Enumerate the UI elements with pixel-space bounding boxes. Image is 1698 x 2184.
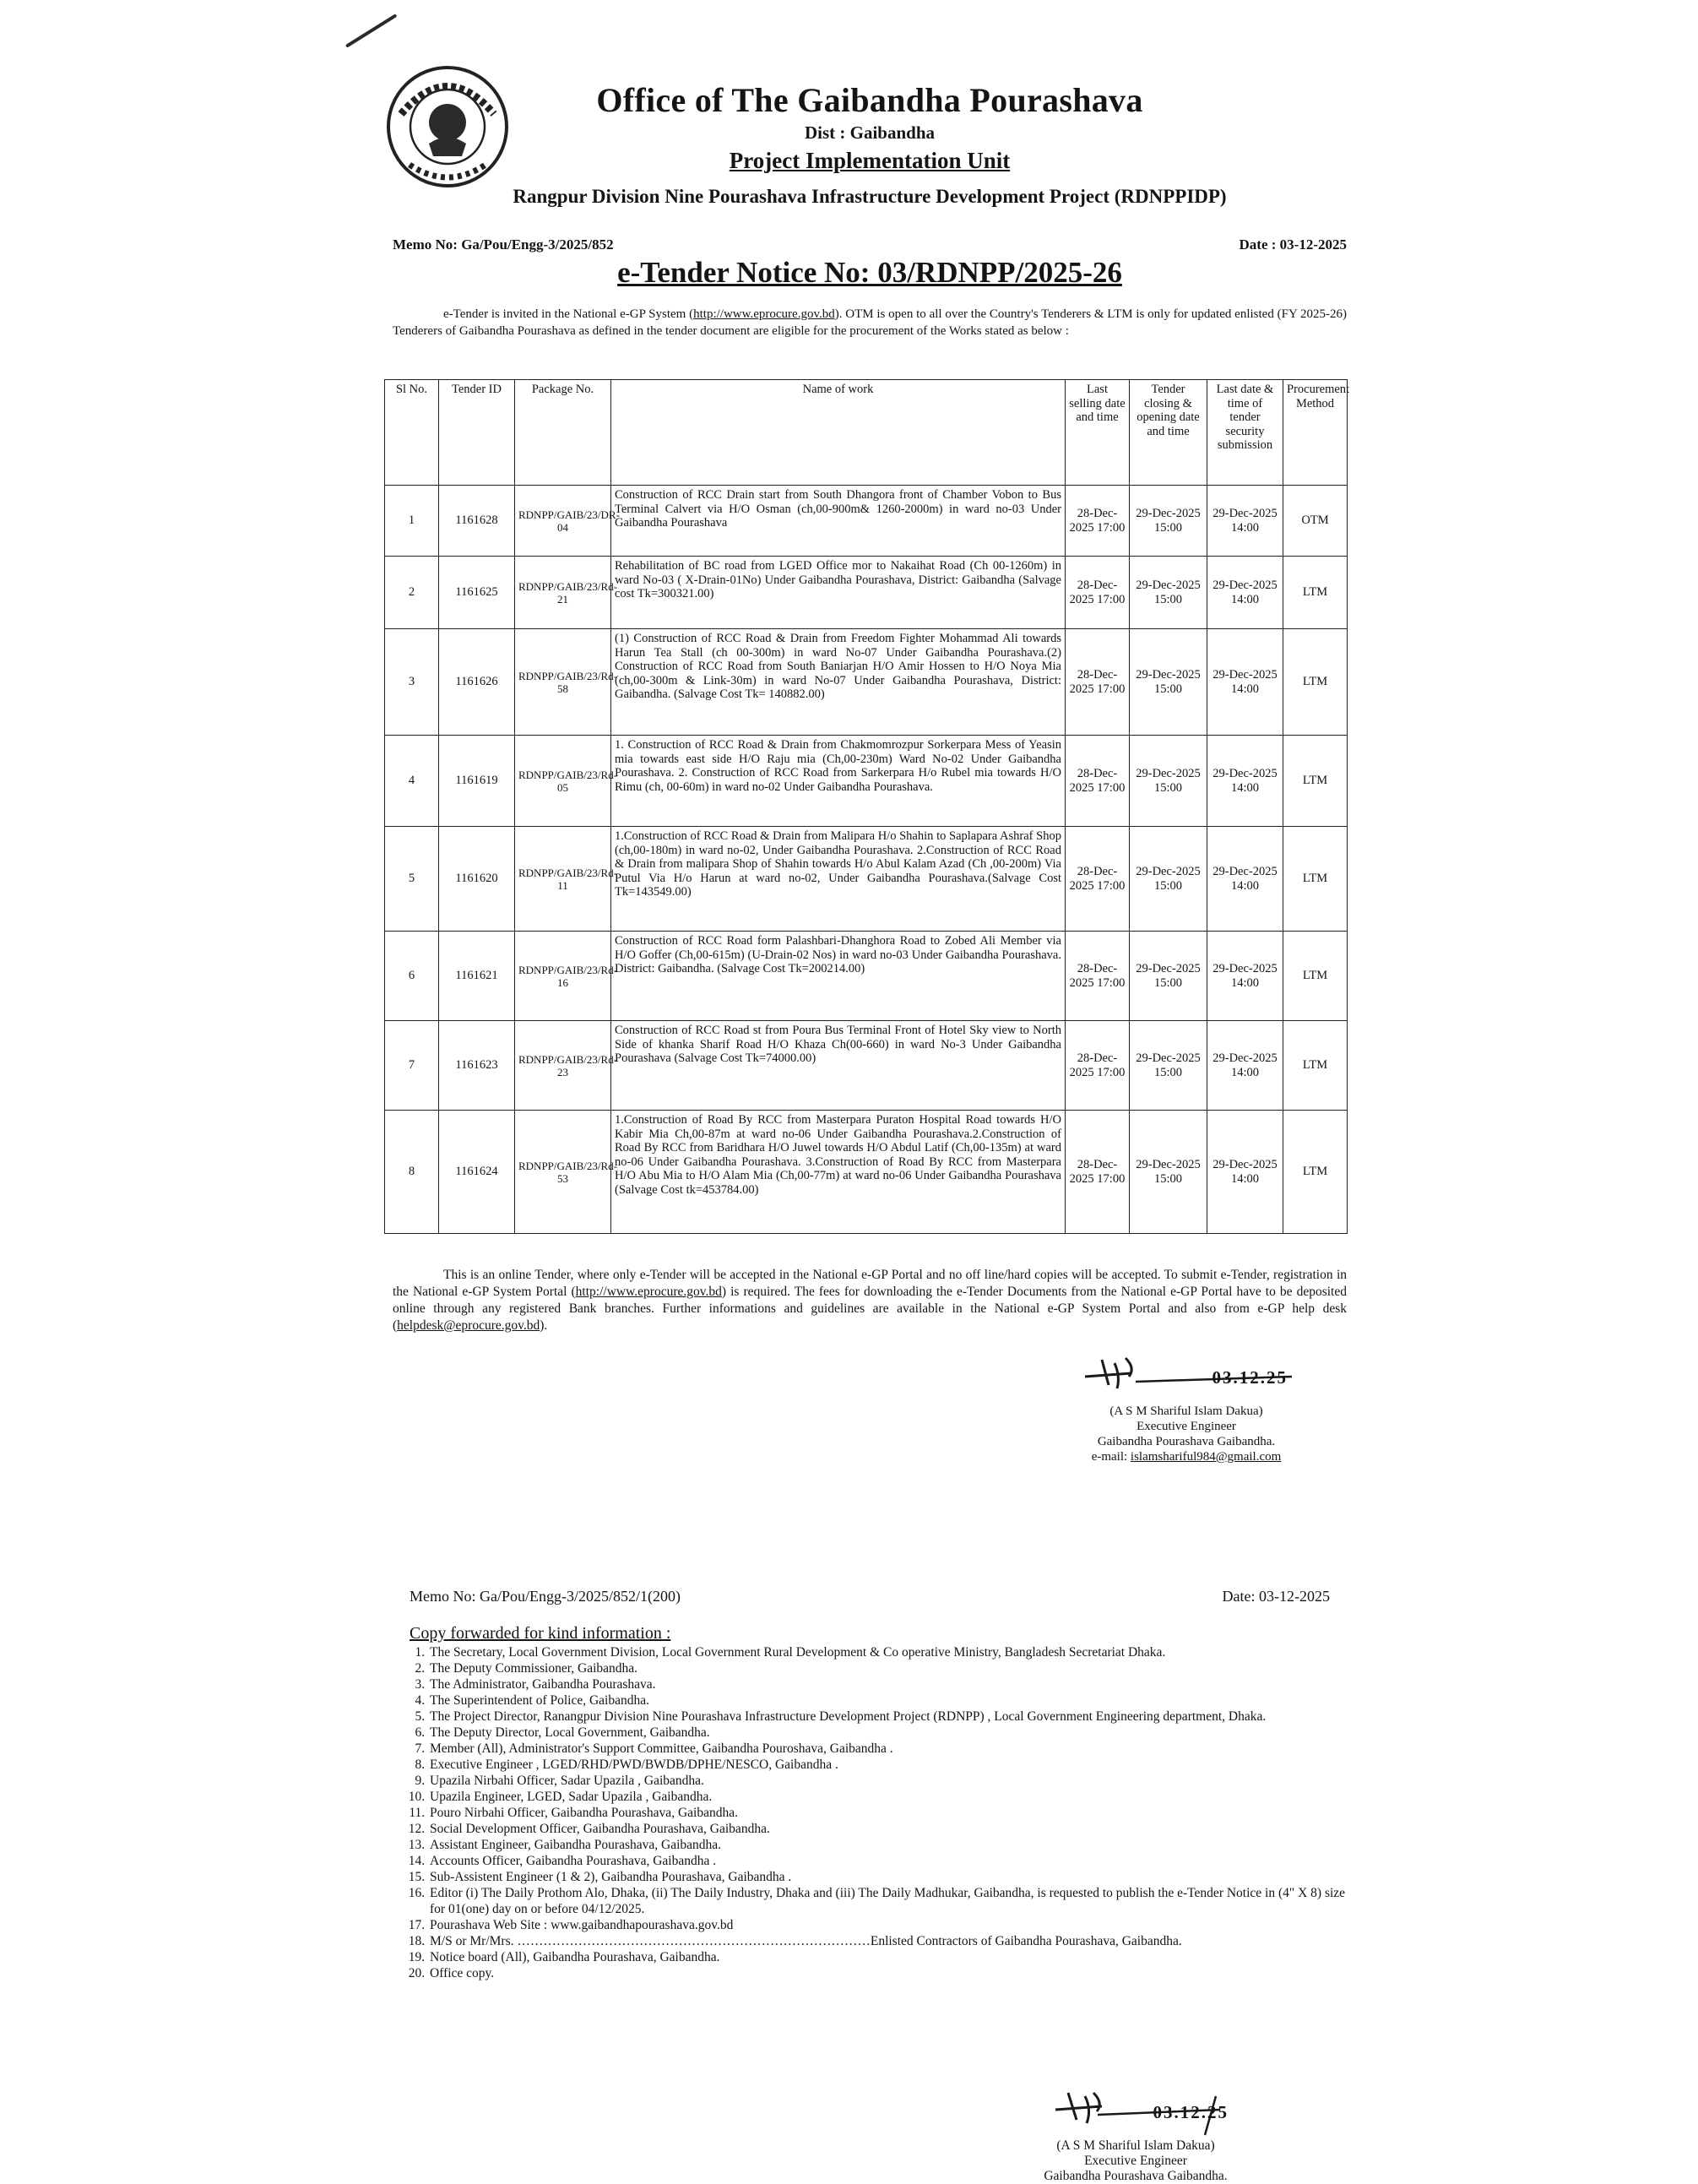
tender-notice-page (384, 30, 1355, 2183)
cell-method: LTM (1283, 1111, 1348, 1234)
copy-recipient-item: 2. The Deputy Commissioner, Gaibandha. (428, 1660, 1348, 1676)
cell-method: LTM (1283, 827, 1348, 932)
copy-recipient-item: 17. Pourashava Web Site : www.gaibandhapourashava.gov.bd (428, 1917, 1348, 1933)
cell-last-selling: 28-Dec-2025 17:00 (1066, 736, 1130, 827)
office-title: Office of The Gaibandha Pourashava (596, 81, 1143, 119)
cell-package: RDNPP/GAIB/23/Rd-58 (515, 629, 611, 736)
cell-last-selling: 28-Dec-2025 17:00 (1066, 1111, 1130, 1234)
cell-sl: 6 (385, 932, 439, 1021)
memo2-number: Memo No: Ga/Pou/Engg-3/2025/852/1(200) (410, 1588, 681, 1605)
cell-package: RDNPP/GAIB/23/Rd-11 (515, 827, 611, 932)
copy-recipient-item: 3. The Administrator, Gaibandha Pourashava. (428, 1676, 1348, 1692)
col-method: Procurement Method (1283, 380, 1348, 486)
cell-method: LTM (1283, 736, 1348, 827)
email-label: e-mail: (1091, 1450, 1131, 1464)
cell-tender-id: 1161626 (439, 629, 515, 736)
cell-security: 29-Dec-2025 14:00 (1207, 736, 1283, 827)
eprocure-link-2[interactable]: http://www.eprocure.gov.bd (575, 1285, 722, 1299)
pen-stroke-mark (345, 14, 397, 47)
table-row (385, 557, 1348, 629)
cell-name-of-work: Construction of RCC Drain start from South Dhangora front of Chamber Vobon to Bus Terminal Calvert via H/O Osman (ch,00-900m& 1260-2000m) in ward no-03 Under Gaibandha Pourashava (611, 486, 1066, 557)
cell-sl: 7 (385, 1021, 439, 1111)
cell-closing: 29-Dec-2025 15:00 (1130, 932, 1207, 1021)
table-row (385, 827, 1348, 932)
intro-text-1: e-Tender is invited in the National e-GP System ( (443, 307, 694, 321)
cell-package: RDNPP/GAIB/23/Rd-05 (515, 736, 611, 827)
cell-last-selling: 28-Dec-2025 17:00 (1066, 557, 1130, 629)
signature-block-2 (1009, 2086, 1262, 2184)
cell-closing: 29-Dec-2025 15:00 (1130, 629, 1207, 736)
signature-date-2: 03.12.25 (1153, 2102, 1229, 2122)
copy-recipient-item: 18. M/S or Mr/Mrs. ………………………………………………………………………Enlisted Contractors of Gaibandha Pourashava, Gaibandha. (428, 1933, 1348, 1949)
table-row (385, 736, 1348, 827)
eprocure-link[interactable]: http://www.eprocure.gov.bd (693, 307, 835, 321)
cell-security: 29-Dec-2025 14:00 (1207, 932, 1283, 1021)
col-security: Last date & time of tender security submission (1207, 380, 1283, 486)
cell-sl: 3 (385, 629, 439, 736)
memo-date: Date : 03-12-2025 (1239, 236, 1347, 253)
intro-text-2: ). OTM is open to all over the Country's Tenderers & LTM is only for updated enlisted (FY 2025-26) Tenderers of Gaibandha Pourashava as defined in the tender document are eligible for the procurement of the Works stated as below : (393, 307, 1347, 338)
col-closing: Tender closing & opening date and time (1130, 380, 1207, 486)
cell-name-of-work: 1.Construction of RCC Road & Drain from Malipara H/o Shahin to Saplapara Ashraf Shop (ch,00-180m) in ward no-02, Under Gaibandha Pourashava. 2.Construction of RCC Road & Drain from malipara Shop of Shahin towards H/o Abul Kalam Azad (Ch ,00-200m) Via Putul Via H/o Harun at ward no-02, Under Gaibandha Pourashava.(Salvage Cost Tk=143549.00) (611, 827, 1066, 932)
cell-method: LTM (1283, 629, 1348, 736)
online-tender-paragraph (393, 1267, 1347, 1334)
online-text-2: ) is required. The fees for downloading the e-Tender Documents from the National e-GP Portal have to be deposited online through any registered Bank branches. Further informations and guidelines are available in the National e-GP System Portal and also from e-GP help desk ( (393, 1285, 1347, 1333)
cell-tender-id: 1161623 (439, 1021, 515, 1111)
signature-mark (1068, 1351, 1305, 1404)
copy-recipient-item: 1. The Secretary, Local Government Division, Local Government Rural Development & Co operative Ministry, Bangladesh Secretariat Dhaka. (428, 1644, 1348, 1660)
copy-recipient-item: 14. Accounts Officer, Gaibandha Pourashava, Gaibandha . (428, 1853, 1348, 1869)
cell-last-selling: 28-Dec-2025 17:00 (1066, 629, 1130, 736)
memo2-row (410, 1588, 1330, 1605)
cell-last-selling: 28-Dec-2025 17:00 (1066, 827, 1130, 932)
cell-method: LTM (1283, 1021, 1348, 1111)
cell-last-selling: 28-Dec-2025 17:00 (1066, 486, 1130, 557)
cell-tender-id: 1161620 (439, 827, 515, 932)
signatory-email-line (1068, 1449, 1305, 1464)
cell-sl: 8 (385, 1111, 439, 1234)
copy-recipient-item: 19. Notice board (All), Gaibandha Pourashava, Gaibandha. (428, 1949, 1348, 1965)
cell-last-selling: 28-Dec-2025 17:00 (1066, 1021, 1130, 1111)
copy-recipient-item: 16. Editor (i) The Daily Prothom Alo, Dhaka, (ii) The Daily Industry, Dhaka and (iii) The Daily Madhukar, Gaibandha, is requested to publish the e-Tender Notice in (4" X 8) size for 01(one) day on or before 04/12/2025. (428, 1885, 1348, 1917)
copy-recipient-item: 4. The Superintendent of Police, Gaibandha. (428, 1692, 1348, 1709)
signatory-title: Executive Engineer (1137, 1420, 1236, 1433)
memo-row (393, 236, 1347, 253)
cell-security: 29-Dec-2025 14:00 (1207, 1021, 1283, 1111)
online-text-1: This is an online Tender, where only e-Tender will be accepted in the National e-GP Portal and no off line/hard copies will be accepted. To submit e-Tender, registration in the National e-GP System Portal ( (393, 1268, 1347, 1299)
unit-heading: Project Implementation Unit (729, 148, 1011, 173)
signatory-name: (A S M Shariful Islam Dakua) (1109, 1404, 1263, 1418)
table-row (385, 629, 1348, 736)
cell-security: 29-Dec-2025 14:00 (1207, 486, 1283, 557)
memo-number: Memo No: Ga/Pou/Engg-3/2025/852 (393, 236, 614, 253)
cell-method: LTM (1283, 932, 1348, 1021)
copy-recipient-item: 11. Pouro Nirbahi Officer, Gaibandha Pourashava, Gaibandha. (428, 1805, 1348, 1821)
cell-sl: 1 (385, 486, 439, 557)
cell-closing: 29-Dec-2025 15:00 (1130, 1111, 1207, 1234)
cell-package: RDNPP/GAIB/23/Rd-16 (515, 932, 611, 1021)
notice-title: e-Tender Notice No: 03/RDNPP/2025-26 (617, 256, 1122, 289)
cell-package: RDNPP/GAIB/23/Rd-23 (515, 1021, 611, 1111)
cell-security: 29-Dec-2025 14:00 (1207, 629, 1283, 736)
online-text-3: ). (540, 1318, 548, 1333)
table-row (385, 486, 1348, 557)
signature-date: 03.12.25 (1212, 1367, 1288, 1388)
cell-package: RDNPP/GAIB/23/Rd-21 (515, 557, 611, 629)
signature-mark-2 (1009, 2086, 1262, 2138)
col-last-selling: Last selling date and time (1066, 380, 1130, 486)
copy-recipient-item: 7. Member (All), Administrator's Support Committee, Gaibandha Pouroshava, Gaibandha . (428, 1741, 1348, 1757)
cell-tender-id: 1161619 (439, 736, 515, 827)
tender-table (384, 379, 1348, 1234)
cell-package: RDNPP/GAIB/23/DR-04 (515, 486, 611, 557)
copy-recipient-item: 15. Sub-Assistent Engineer (1 & 2), Gaibandha Pourashava, Gaibandha . (428, 1869, 1348, 1885)
table-row (385, 932, 1348, 1021)
table-row (385, 1021, 1348, 1111)
cell-closing: 29-Dec-2025 15:00 (1130, 736, 1207, 827)
copy-recipient-item: 6. The Deputy Director, Local Government, Gaibandha. (428, 1725, 1348, 1741)
copy-forwarded-heading: Copy forwarded for kind information : (410, 1624, 671, 1643)
cell-tender-id: 1161621 (439, 932, 515, 1021)
cell-security: 29-Dec-2025 14:00 (1207, 557, 1283, 629)
cell-tender-id: 1161624 (439, 1111, 515, 1234)
signatory-email-link[interactable]: islamshariful984@gmail.com (1130, 1450, 1282, 1464)
cell-security: 29-Dec-2025 14:00 (1207, 1111, 1283, 1234)
col-name-of-work: Name of work (611, 380, 1066, 486)
col-tender-id: Tender ID (439, 380, 515, 486)
cell-sl: 4 (385, 736, 439, 827)
copy-recipient-item: 13. Assistant Engineer, Gaibandha Pourashava, Gaibandha. (428, 1837, 1348, 1853)
helpdesk-email-link[interactable]: helpdesk@eprocure.gov.bd (397, 1318, 540, 1333)
cell-name-of-work: 1. Construction of RCC Road & Drain from Chakmomrozpur Sorkerpara Mess of Yeasin mia towards east side H/O Raju mia (Ch,00-230m) Ward No-02 Under Gaibandha Pourashava. 2. Construction of RCC Road from Sarkerpara H/o Rubel mia towards H/O Rimu (ch, 00-60m) in ward no-02 Under Gaibandha Pourashava. (611, 736, 1066, 827)
cell-name-of-work: (1) Construction of RCC Road & Drain from Freedom Fighter Mohammad Ali towards Harun Tea Stall (ch 00-300m) in ward No-07 Under Gaibandha Pourashava.(2) Construction of RCC Road from South Baniarjan H/O Amir Hossen to H/O Noya Mia (ch,00-300m & Link-30m) in ward No-07 Under Gaibandha Pourashava, District: Gaibandha. (Salvage Cost Tk= 140882.00) (611, 629, 1066, 736)
cell-sl: 5 (385, 827, 439, 932)
project-heading: Rangpur Division Nine Pourashava Infrastructure Development Project (RDNPPIDP) (513, 186, 1227, 207)
copy-recipient-item: 20. Office copy. (428, 1965, 1348, 1981)
cell-name-of-work: Rehabilitation of BC road from LGED Office mor to Nakaihat Road (Ch 00-1260m) in ward No-03 ( X-Drain-01No) Under Gaibandha Pourashava, District: Gaibandha (Salvage cost Tk=300321.00) (611, 557, 1066, 629)
cell-closing: 29-Dec-2025 15:00 (1130, 486, 1207, 557)
copy-recipient-item: 9. Upazila Nirbahi Officer, Sadar Upazila , Gaibandha. (428, 1773, 1348, 1789)
cell-tender-id: 1161625 (439, 557, 515, 629)
table-header-row (385, 380, 1348, 486)
district-line: Dist : Gaibandha (804, 122, 936, 143)
cell-closing: 29-Dec-2025 15:00 (1130, 1021, 1207, 1111)
table-row (385, 1111, 1348, 1234)
cell-method: LTM (1283, 557, 1348, 629)
copy-recipient-item: 12. Social Development Officer, Gaibandha Pourashava, Gaibandha. (428, 1821, 1348, 1837)
signature-block-1 (1068, 1351, 1305, 1464)
cell-sl: 2 (385, 557, 439, 629)
cell-closing: 29-Dec-2025 15:00 (1130, 557, 1207, 629)
copy-recipient-list (410, 1644, 1348, 1981)
signatory-name-2: (A S M Shariful Islam Dakua) (1056, 2138, 1215, 2153)
col-sl: Sl No. (385, 380, 439, 486)
cell-last-selling: 28-Dec-2025 17:00 (1066, 932, 1130, 1021)
cell-closing: 29-Dec-2025 15:00 (1130, 827, 1207, 932)
signatory-office-2: Gaibandha Pourashava Gaibandha. (1044, 2169, 1228, 2183)
cell-package: RDNPP/GAIB/23/Rd-53 (515, 1111, 611, 1234)
copy-recipient-item: 8. Executive Engineer , LGED/RHD/PWD/BWDB/DPHE/NESCO, Gaibandha . (428, 1757, 1348, 1773)
cell-tender-id: 1161628 (439, 486, 515, 557)
signatory-office: Gaibandha Pourashava Gaibandha. (1097, 1435, 1276, 1448)
signatory-title-2: Executive Engineer (1084, 2154, 1187, 2168)
cell-name-of-work: 1.Construction of Road By RCC from Masterpara Puraton Hospital Road towards H/O Kabir Mia Ch,00-87m at ward no-06 Under Gaibandha Pourashava.2.Construction of Road By RCC from Baridhara H/O Juwel towards H/O Abdul Latif (Ch,00-135m) at ward no-06 Under Gaibandha Pourashava. 3.Construction of Road By RCC from Masterpara H/O Abu Mia to H/O Alam Mia (Ch,00-77m) at ward no-06 Under Gaibandha Pourashava (Salvage Cost tk=453784.00) (611, 1111, 1066, 1234)
copy-recipient-item: 5. The Project Director, Ranangpur Division Nine Pourashava Infrastructure Development Project (RDNPP) , Local Government Engineering department, Dhaka. (428, 1709, 1348, 1725)
memo2-date: Date: 03-12-2025 (1222, 1588, 1330, 1605)
cell-name-of-work: Construction of RCC Road st from Poura Bus Terminal Front of Hotel Sky view to North Side of khanka Sharif Road H/O Khaza Ch(00-660) in ward No-3 Under Gaibandha Pourashava (Salvage Cost Tk=74000.00) (611, 1021, 1066, 1111)
cell-security: 29-Dec-2025 14:00 (1207, 827, 1283, 932)
cell-method: OTM (1283, 486, 1348, 557)
copy-recipient-item: 10. Upazila Engineer, LGED, Sadar Upazila , Gaibandha. (428, 1789, 1348, 1805)
intro-paragraph (393, 306, 1347, 340)
cell-name-of-work: Construction of RCC Road form Palashbari-Dhanghora Road to Zobed Ali Member via H/O Goffer (Ch,00-615m) (U-Drain-02 Nos) in ward no-03 Under Gaibandha Pourashava. District: Gaibandha. (Salvage Cost Tk=200214.00) (611, 932, 1066, 1021)
col-package: Package No. (515, 380, 611, 486)
